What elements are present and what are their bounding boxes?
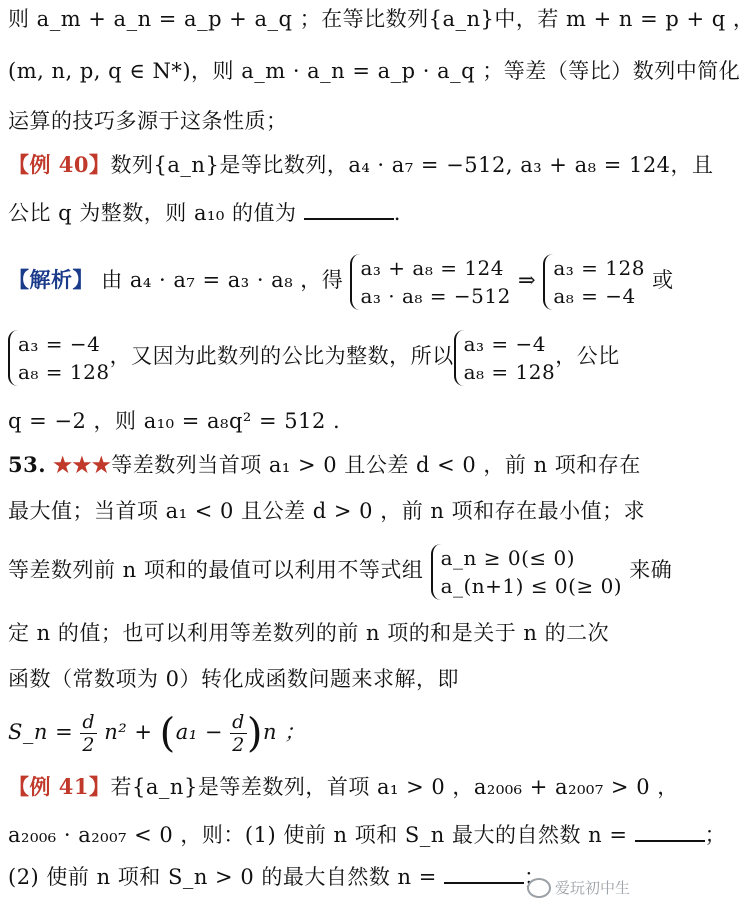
sys3-row-b: a₈ = 128 [18,359,110,384]
right-paren: ) [246,710,263,757]
section-number: 53. [8,452,47,477]
solution-end: ，公比 [555,344,620,368]
inequality-intro: 等差数列前 n 项和的最值可以利用不等式组 [8,558,424,582]
watermark [527,877,630,898]
fraction-2-num: d [232,711,245,733]
example-40-line [8,150,714,180]
solution-result: q = −2 ，则 a₁₀ = a₈q² = 512 . [8,409,341,433]
solution-line-2 [8,326,632,386]
example-40-question [8,198,632,228]
equation-system-3 [8,330,110,386]
equation-system-1 [350,254,510,310]
equation-system-2 [543,254,645,310]
text-line-13: 函数（常数项为 0）转化成函数问题来求解，即 [8,667,460,691]
text-line-10: 最大值；当首项 a₁ < 0 且公差 d > 0 ，前 n 项和存在最小值；求 [8,499,646,523]
sys2-row-a: a₃ = 128 [553,255,645,280]
sys4-row-a: a₃ = −4 [463,331,546,356]
left-paren: ( [159,710,176,757]
formula-lhs: S_n = [8,720,74,744]
q2-text: (2) 使前 n 项和 S_n > 0 的最大自然数 n = [8,865,437,889]
sys3-row-a: a₃ = −4 [18,331,101,356]
text-line-12: 定 n 的值；也可以利用等差数列的前 n 项的和是关于 n 的二次 [8,621,610,645]
equation-system-4 [454,330,556,386]
q1-text: a₂₀₀₆ · a₂₀₀₇ < 0 ，则：(1) 使前 n 项和 S_n 最大的自然数 n = [8,823,628,847]
watermark-text: 爱玩初中生 [554,879,630,897]
q1-blank [635,820,705,842]
solution-line [8,250,674,310]
sys5-row-b: a_(n+1) ≤ 0(≥ 0) [440,573,623,598]
text-line-11 [8,540,673,600]
answer-blank [304,198,394,220]
sys1-row-a: a₃ + a₈ = 124 [360,255,504,280]
example-41-line [8,772,679,802]
solution-pre: 由 a₄ · a₇ = a₃ · a₈ ，得 [101,268,344,292]
fraction-1 [80,711,97,756]
inequality-after: 来确 [629,558,673,582]
text-line-1: 则 a_m + a_n = a_p + a_q ；在等比数列{a_n}中，若 m + n = p + q ， [8,7,754,31]
sys2-row-b: a₈ = −4 [553,283,636,308]
q2-blank [444,862,524,884]
implies-arrow: ⇒ [518,268,537,292]
sum-formula [8,704,632,760]
formula-tail: n ； [262,720,306,744]
example-41-text: 若{a_n}是等差数列，首项 a₁ > 0 ，a₂₀₀₆ + a₂₀₀₇ > 0 ， [110,775,679,799]
solution-tag: 【解析】 [8,267,94,292]
q2-end: ； [524,865,546,889]
inequality-system [431,544,623,600]
formula-inner: a₁ − [175,720,223,744]
solution-mid: ，又因为此数列的公比为整数，所以 [109,344,454,368]
fraction-2-den: 2 [232,734,245,756]
example-41-tag: 【例 41】 [8,774,111,799]
question-text: 公比 q 为整数，则 a₁₀ 的值为 [8,201,297,225]
text-line-3: 运算的技巧多源于这条性质； [8,109,288,133]
fraction-1-den: 2 [82,734,95,756]
fraction-2 [230,711,247,756]
q1-end: ； [704,823,727,847]
fraction-1-num: d [82,711,96,733]
sys5-row-a: a_n ≥ 0(≤ 0) [440,545,576,570]
text-line-2: (m, n, p, q ∈ N*)，则 a_m · a_n = a_p · a_q ；等差（等比）数列中简化 [8,59,741,83]
sys4-row-b: a₈ = 128 [463,359,556,384]
example-41-q1 [8,820,727,850]
example-40-text: 数列{a_n}是等比数列，a₄ · a₇ = −512, a₃ + a₈ = 124，且 [110,153,714,177]
or-text: 或 [652,268,674,292]
sys1-row-b: a₃ · a₈ = −512 [360,283,511,308]
period: . [393,201,401,225]
section-53-text: 等差数列当首项 a₁ > 0 且公差 d < 0 ，前 n 项和存在 [111,453,641,477]
formula-term: n² + [104,720,153,744]
chat-bubble-icon [527,878,551,898]
section-53-line [8,450,641,480]
example-40-tag: 【例 40】 [8,152,111,177]
stars-rating: ★★★ [53,452,112,477]
